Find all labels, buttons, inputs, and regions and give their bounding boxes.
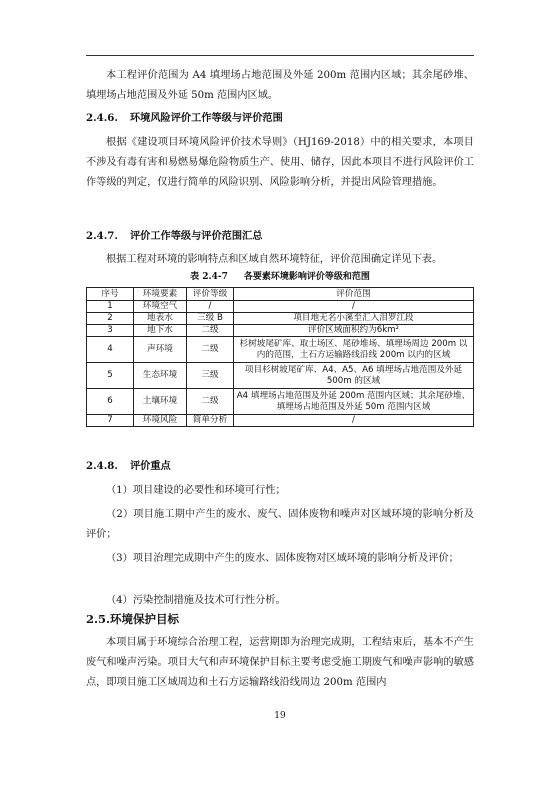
- cell-element: 环境风险: [134, 415, 187, 427]
- table-caption: [86, 271, 474, 283]
- heading-2-4-6: [86, 110, 474, 126]
- cell-scope: 评价区域面积约为6km²: [234, 325, 474, 337]
- heading-2-4-8: [86, 458, 474, 474]
- cell-no: 7: [87, 415, 134, 427]
- heading-2-5: [86, 610, 474, 628]
- cell-element: 土壤环境: [134, 389, 187, 415]
- heading-number: 2.5.: [86, 612, 111, 626]
- cell-no: 6: [87, 389, 134, 415]
- cell-no: 2: [87, 313, 134, 325]
- cell-scope: 项目杉树坡尾矿库、A4、A5、A6 填埋场占地范围及外延 500m 的区域: [234, 363, 474, 389]
- heading-title: 评价工作等级与评价范围汇总: [130, 230, 263, 242]
- assessment-grade-table: [86, 287, 474, 427]
- table-header-row: [87, 288, 474, 301]
- cell-element: 生态环境: [134, 363, 187, 389]
- cell-no: 3: [87, 325, 134, 337]
- cell-grade: 三级: [187, 363, 234, 389]
- table-row: [87, 337, 474, 363]
- header-grade: 评价等级: [187, 288, 234, 301]
- cell-element: 地下水: [134, 325, 187, 337]
- cell-grade: 二级: [187, 325, 234, 337]
- cell-grade: 三级 B: [187, 313, 234, 325]
- list-item-2: （2）项目施工期中产生的废水、废气、固体废物和噪声对区域环境的影响分析及评价；: [86, 509, 474, 540]
- cell-grade: 二级: [187, 337, 234, 363]
- header-element: 环境要素: [134, 288, 187, 301]
- list-item-1: （1）项目建设的必要性和环境可行性；: [106, 485, 286, 496]
- cell-no: 5: [87, 363, 134, 389]
- header-scope: 评价范围: [234, 288, 474, 301]
- table-row: [87, 313, 474, 325]
- table-row: [87, 301, 474, 313]
- paragraph-scope-a4: 本工程评价范围为 A4 填埋场占地范围及外延 200m 范围内区域；其余尾砂堆、填埋场占地范围及外延 50m 范围内区域。: [86, 70, 474, 101]
- cell-grade: /: [187, 301, 234, 313]
- cell-no: 1: [87, 301, 134, 313]
- heading-number: 2.4.6.: [86, 112, 118, 124]
- heading-number: 2.4.7.: [86, 230, 118, 242]
- cell-grade: 简单分析: [187, 415, 234, 427]
- list-item-4: （4）污染控制措施及技术可行性分析。: [106, 595, 286, 606]
- table-row: [87, 325, 474, 337]
- page-number: 19: [274, 711, 286, 721]
- table-row: [87, 363, 474, 389]
- cell-scope: 项目地无名小溪至汇入泪罗江段: [234, 313, 474, 325]
- cell-element: 地表水: [134, 313, 187, 325]
- heading-number: 2.4.8.: [86, 460, 118, 472]
- header-rule: [86, 55, 474, 56]
- table-caption-title: 各要素环境影响评价等级和范围: [243, 272, 370, 282]
- heading-2-4-7: [86, 228, 474, 244]
- cell-no: 4: [87, 337, 134, 363]
- table-row: [87, 415, 474, 427]
- list-item-3: （3）项目治理完成期中产生的废水、固体废物对区域环境的影响分析及评价；: [106, 553, 459, 564]
- cell-grade: 二级: [187, 389, 234, 415]
- cell-scope: /: [234, 415, 474, 427]
- cell-scope: A4 填埋场占地范围及外延 200m 范围内区域；其余尾砂堆、填埋场占地范围及外延 50m 范围内区域: [234, 389, 474, 415]
- cell-scope: /: [234, 301, 474, 313]
- cell-element: 声环境: [134, 337, 187, 363]
- paragraph-risk-assessment: 根据《建设项目环境风险评价技术导则》（HJ169-2018）中的相关要求，本项目不涉及有毒有害和易燃易爆危险物质生产、使用、储存，因此本项目不进行风险评价工作等级的判定，仅进行简单的风险识别、风险影响分析，并提出风险管理措施。: [86, 137, 474, 188]
- cell-scope: 杉树坡尾矿库、取土场区、尾砂堆场、填埋场周边 200m 以内的范围，土石方运输路线沿线 200m 以内的区域: [234, 337, 474, 363]
- table-caption-number: 表 2.4-7: [190, 272, 228, 282]
- paragraph-table-intro: 根据工程对环境的影响特点和区域自然环境特征，评价范围确定详见下表。: [106, 254, 443, 265]
- paragraph-protection-targets: 本项目属于环境综合治理工程，运营期即为治理完成期，工程结束后，基本不产生废气和噪声污染。项目大气和声环境保护目标主要考虑受施工期废气和噪声影响的敏感点，即项目施工区域周边和土石方运输路线沿线周边 200m 范围内: [86, 637, 474, 688]
- cell-element: 环境空气: [134, 301, 187, 313]
- table-row: [87, 389, 474, 415]
- heading-title: 环境保护目标: [110, 612, 180, 626]
- header-no: 序号: [87, 288, 134, 301]
- heading-title: 环境风险评价工作等级与评价范围: [130, 112, 283, 124]
- heading-title: 评价重点: [130, 460, 171, 472]
